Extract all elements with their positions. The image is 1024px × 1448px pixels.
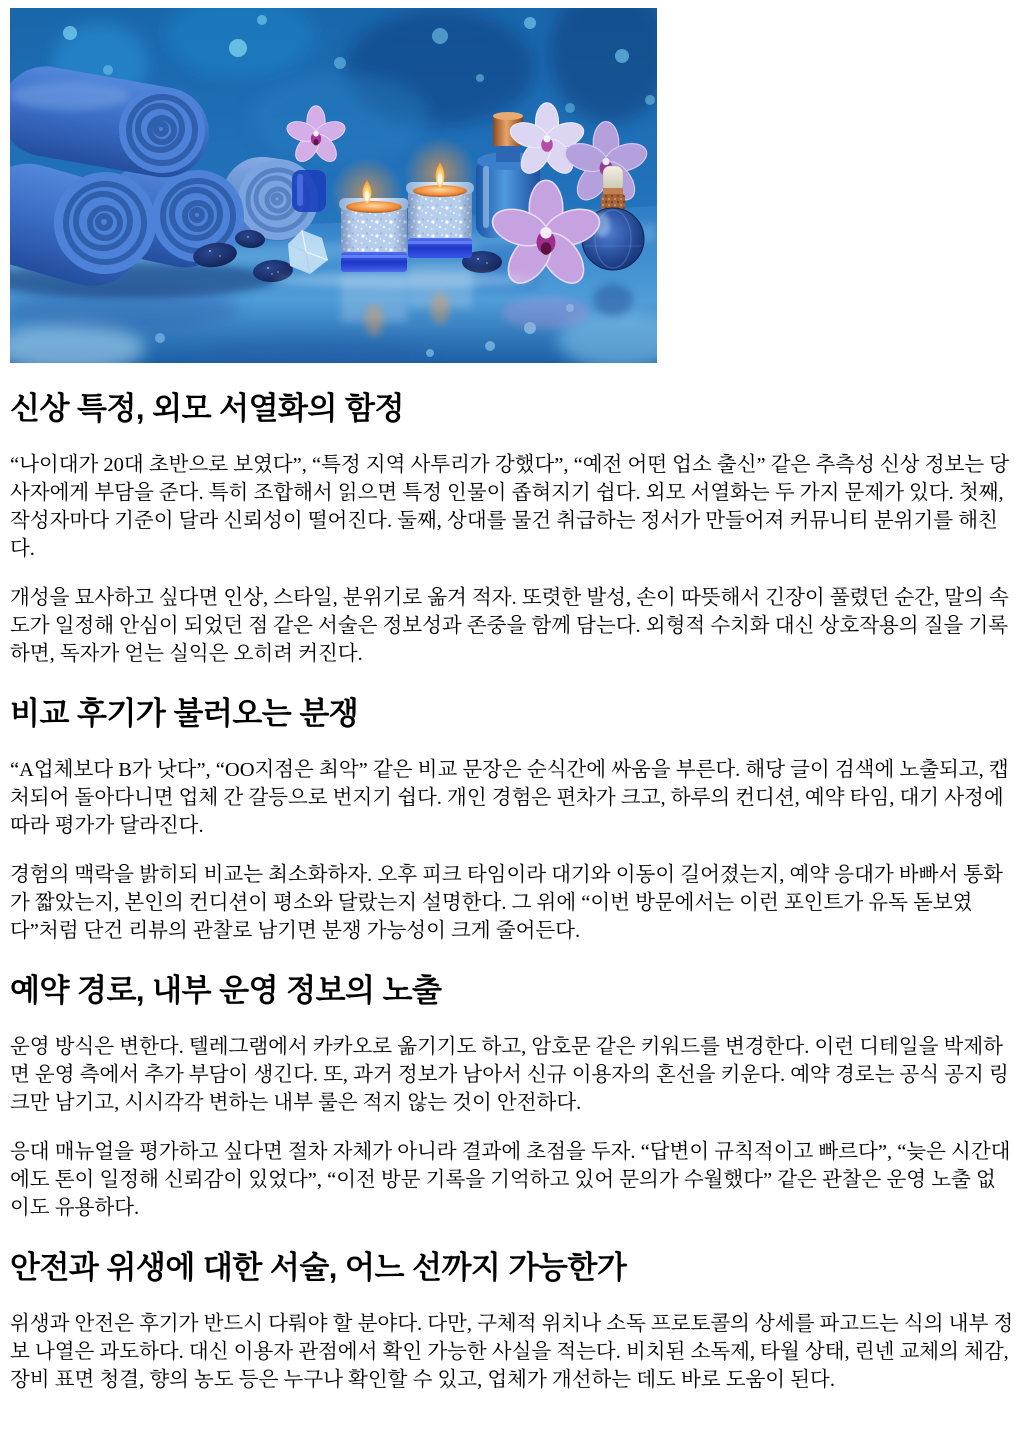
section-2-paragraph-2: 경험의 맥락을 밝히되 비교는 최소화하자. 오후 피크 타임이라 대기와 이동이 길어졌는지, 예약 응대가 바빠서 통화가 짧았는지, 본인의 컨디션이 평소와 달랐는지 설명한다. 그 위에 “이번 방문에서는 이런 포인트가 유독 돋보였다”처럼 단건 리뷰의 관찰로 남기면 분쟁 가능성이 크게 줄어든다. [10,864,1003,942]
section-4-paragraph-1: 위생과 안전은 후기가 반드시 다뤄야 할 분야다. 다만, 구체적 위치나 소독 프로토콜의 상세를 파고드는 식의 내부 정보 나열은 과도하다. 대신 이용자 관점에서 확인 가능한 사실을 적는다. 비치된 소독제, 타월 상태, 린넨 교체의 체감, 장비 표면 청결, 향의 농도 등은 누구나 확인할 수 있고, 업체가 개선하는 데도 바로 도움이 된다. [10,1313,1014,1391]
section-1-heading: 신상 특정, 외모 서열화의 함정 [10,391,404,426]
section-3-paragraph-1: 운영 방식은 변한다. 텔레그램에서 카카오로 옮기기도 하고, 암호문 같은 키워드를 변경한다. 이런 디테일을 박제하면 운영 측에서 추가 부담이 생긴다. 또, 과거 정보가 남아서 신규 이용자의 혼선을 키운다. 예약 경로는 공식 공지 링크만 남기고, 시시각각 변하는 내부 룰은 적지 않는 것이 안전하다. [10,1036,1009,1114]
section-1-paragraph-2: 개성을 묘사하고 싶다면 인상, 스타일, 분위기로 옮겨 적자. 또렷한 발성, 손이 따뜻해서 긴장이 풀렸던 순간, 말의 속도가 일정해 안심이 되었던 점 같은 서술은 정보성과 존중을 함께 담는다. 외형적 수치화 대신 상호작용의 질을 기록하면, 독자가 얻는 실익은 오히려 커진다. [10,587,1009,665]
section-3-heading: 예약 경로, 내부 운영 정보의 노출 [10,973,442,1008]
section-1-paragraph-1: “나이대가 20대 초반으로 보였다”, “특정 지역 사투리가 강했다”, “예전 어떤 업소 출신” 같은 추측성 신상 정보는 당사자에게 부담을 준다. 특히 조합해서 읽으면 특정 인물이 좁혀지기 쉽다. 외모 서열화는 두 가지 문제가 있다. 첫째, 작성자마다 기준이 달라 신뢰성이 떨어진다. 둘째, 상대를 물건 취급하는 정서가 만들어져 커뮤니티 분위기를 해친다. [10,454,1010,560]
section-2-heading: 비교 후기가 불러오는 분쟁 [10,696,359,731]
section-2-paragraph-1: “A업체보다 B가 낫다”, “OO지점은 최악” 같은 비교 문장은 순식간에 싸움을 부른다. 해당 글이 검색에 노출되고, 캡처되어 돌아다니면 업체 간 갈등으로 번지기 쉽다. 개인 경험은 편차가 크고, 하루의 컨디션, 예약 타임, 대기 사정에 따라 평가가 달라진다. [10,759,1009,837]
section-4-heading: 안전과 위생에 대한 서술, 어느 선까지 가능한가 [10,1250,627,1285]
hero-image [10,8,657,363]
section-3-paragraph-2: 응대 매뉴얼을 평가하고 싶다면 절차 자체가 아니라 결과에 초점을 두자. “답변이 규칙적이고 빠르다”, “늦은 시간대에도 톤이 일정해 신뢰감이 있었다”, “이전 방문 기록을 기억하고 있어 문의가 수월했다” 같은 관찰은 운영 노출 없이도 유용하다. [10,1141,1011,1219]
